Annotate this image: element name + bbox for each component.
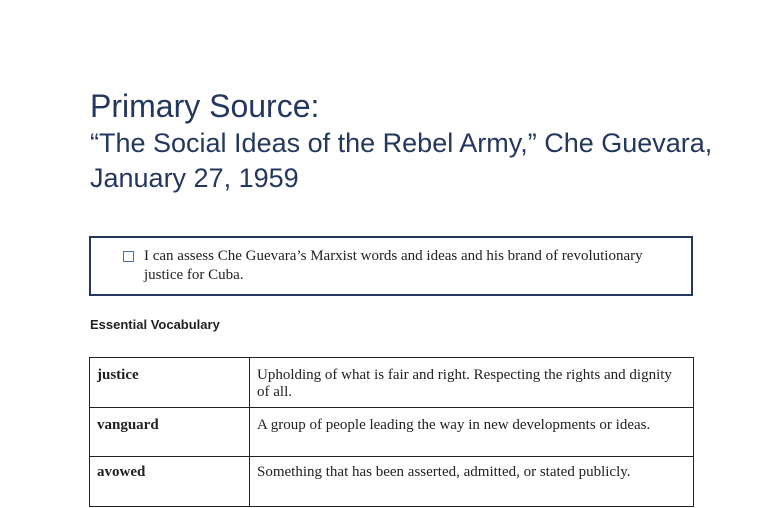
- checkbox-empty-icon[interactable]: [123, 251, 134, 262]
- table-row: [90, 408, 694, 457]
- vocab-definition: A group of people leading the way in new developments or ideas.: [250, 408, 694, 457]
- vocab-definition: Upholding of what is fair and right. Respecting the rights and dignity of all.: [250, 358, 694, 408]
- objective-text: I can assess Che Guevara’s Marxist words and ideas and his brand of revolutionary justice for Cuba.: [144, 248, 643, 283]
- vocabulary-heading: Essential Vocabulary: [90, 317, 220, 332]
- learning-objective-box: [89, 236, 693, 296]
- vocab-term: vanguard: [90, 408, 250, 457]
- title-heading: Primary Source:: [90, 88, 320, 124]
- table-row: [90, 358, 694, 408]
- table-row: [90, 457, 694, 507]
- page-title: [90, 86, 730, 196]
- objective-item: [123, 247, 663, 285]
- title-subheading: “The Social Ideas of the Rebel Army,” Che Guevara, January 27, 1959: [90, 128, 713, 193]
- vocab-term: justice: [90, 358, 250, 408]
- vocab-definition: Something that has been asserted, admitted, or stated publicly.: [250, 457, 694, 507]
- vocab-term: avowed: [90, 457, 250, 507]
- vocabulary-table: [89, 357, 694, 507]
